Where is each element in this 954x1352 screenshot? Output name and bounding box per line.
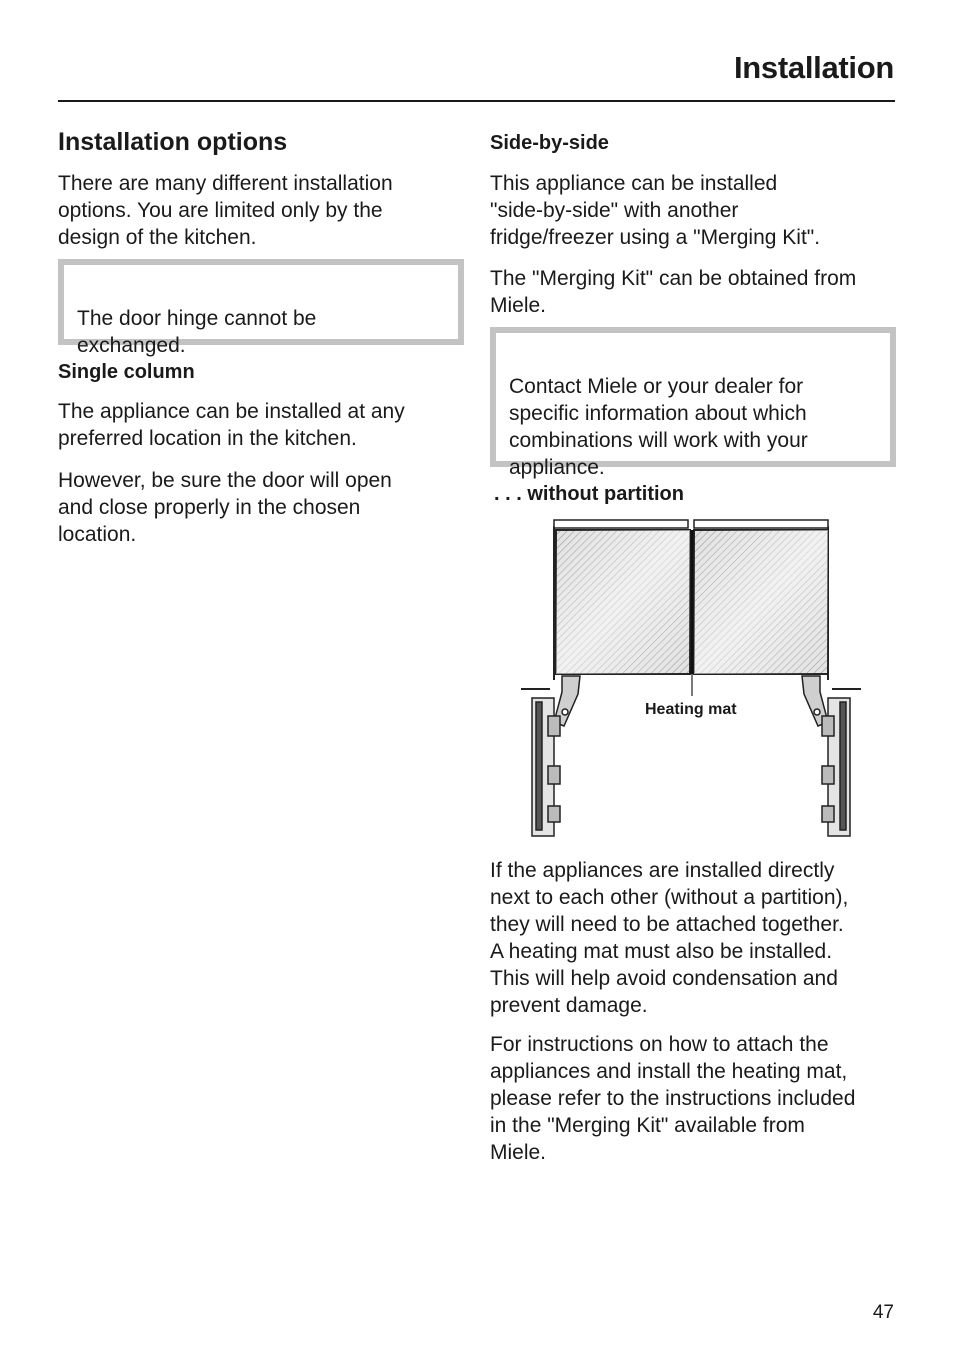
top-panels	[554, 520, 828, 528]
single-column-para-1: The appliance can be installed at any preferred location in the kitchen.	[58, 400, 405, 450]
right-appliance-door	[694, 530, 828, 674]
without-partition-para-1: If the appliances are installed directly next to each other (without a partition), they will need to be attached together. A heating mat must also be installed. This will help avoid condensation and prevent damage.	[490, 859, 849, 1017]
single-column-para-2: However, be sure the door will open and close properly in the chosen location.	[58, 469, 392, 546]
side-by-side-para-1: This appliance can be installed "side-by-side" with another fridge/freezer using a "Merging Kit".	[490, 172, 821, 249]
door-hinge-note-text: The door hinge cannot be exchanged.	[77, 307, 317, 357]
side-by-side-para-2: The "Merging Kit" can be obtained from Miele.	[490, 267, 857, 317]
left-appliance-door	[556, 530, 690, 674]
left-hinge	[532, 676, 580, 836]
right-hinge	[802, 676, 850, 836]
contact-miele-note-text: Contact Miele or your dealer for specific information about which combinations will work with your appliance.	[509, 375, 808, 479]
single-column-heading: Single column	[58, 361, 195, 383]
page-number: 47	[872, 1302, 894, 1323]
installation-options-intro: There are many different installation options. You are limited only by the design of the kitchen.	[58, 172, 393, 249]
without-partition-para-2: For instructions on how to attach the appliances and install the heating mat, please refer to the instructions included in the "Merging Kit" available from Miele.	[490, 1033, 856, 1164]
side-by-side-heading: Side-by-side	[490, 132, 609, 154]
page-header-title: Installation	[733, 50, 894, 85]
installation-options-heading: Installation options	[58, 128, 288, 156]
without-partition-heading: . . . without partition	[494, 483, 684, 505]
header-divider	[58, 100, 895, 102]
door-hinge-note-box	[58, 259, 464, 357]
contact-miele-note-box	[490, 327, 896, 479]
side-by-side-appliances-figure	[518, 516, 864, 838]
heating-mat-label: Heating mat	[645, 701, 737, 718]
